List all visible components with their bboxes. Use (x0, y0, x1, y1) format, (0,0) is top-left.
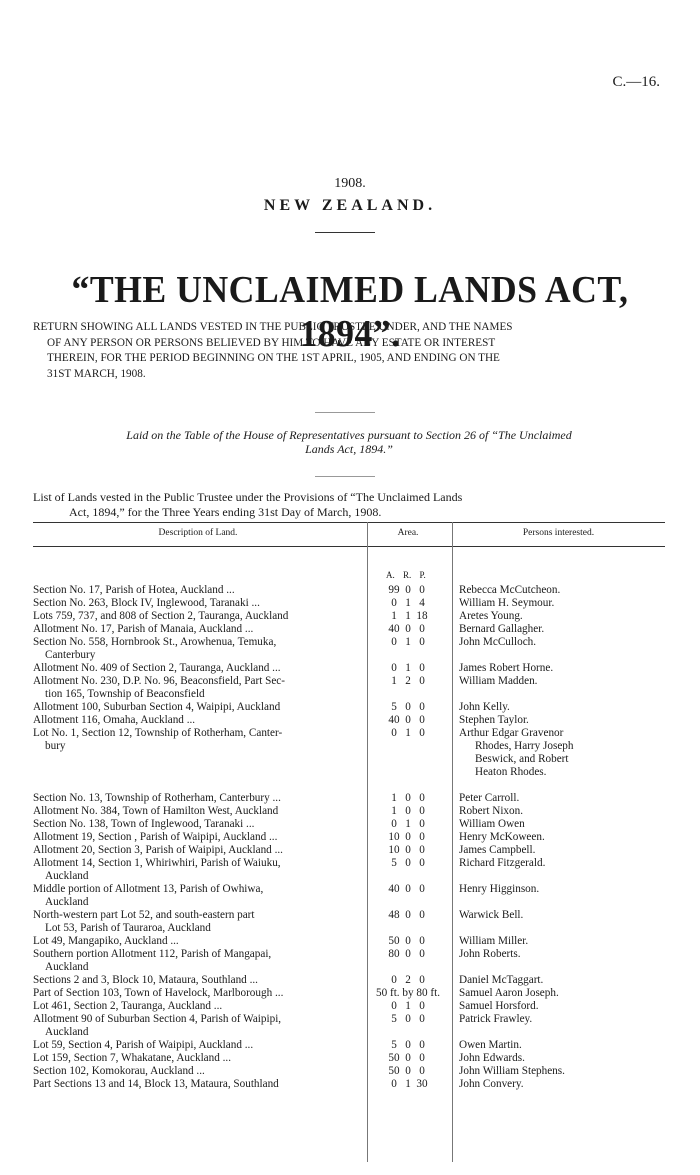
area-value: 0 (419, 1013, 425, 1025)
persons-interested (459, 1013, 664, 1026)
description-line: Lot 461, Section 2, Tauranga, Auckland ... (33, 1000, 223, 1012)
area-value: 10 (388, 831, 400, 843)
area-value: 1 (391, 675, 397, 687)
area-value: 0 (419, 818, 425, 830)
person-line: John William Stephens. (459, 1065, 565, 1077)
description-line: Allotment 19, Section , Parish of Waipipi, Auckland ... (33, 831, 278, 843)
land-area (368, 909, 448, 922)
divider (315, 412, 375, 413)
description-line: tion 165, Township of Beaconsfield (45, 688, 205, 700)
person-line: John Edwards. (459, 1052, 525, 1064)
area-value: 0 (405, 857, 411, 869)
persons-interested (459, 974, 664, 987)
land-description (33, 1052, 363, 1065)
area-value: 0 (419, 792, 425, 804)
description-line: Lot 159, Section 7, Whakatane, Auckland ... (33, 1052, 232, 1064)
land-area (368, 948, 448, 961)
land-area (368, 857, 448, 870)
person-line: Arthur Edgar Gravenor (459, 727, 564, 739)
land-area (368, 1052, 448, 1065)
land-description (33, 935, 363, 948)
description-line: Allotment No. 384, Town of Hamilton West, Auckland (33, 805, 279, 817)
persons-interested (459, 623, 664, 636)
land-description (33, 883, 363, 909)
description-line: Part Sections 13 and 14, Block 13, Mataura, Southland (33, 1078, 279, 1090)
land-description (33, 1013, 363, 1039)
person-line: John Roberts. (459, 948, 521, 960)
person-line: Owen Martin. (459, 1039, 522, 1051)
land-description (33, 805, 363, 818)
area-value: 0 (391, 1000, 397, 1012)
area-value: 1 (405, 597, 411, 609)
area-value: 0 (405, 701, 411, 713)
area-value: 0 (419, 883, 425, 895)
land-area (368, 675, 448, 688)
area-value: 0 (405, 844, 411, 856)
person-line: Rhodes, Harry Joseph (475, 740, 574, 752)
persons-interested (459, 935, 664, 948)
area-value: 0 (405, 714, 411, 726)
area-value: 0 (405, 909, 411, 921)
header-area: Area. (397, 528, 419, 538)
area-value: 50 (388, 1052, 400, 1064)
person-line: Samuel Horsford. (459, 1000, 539, 1012)
area-value: 0 (419, 701, 425, 713)
area-value: 0 (405, 935, 411, 947)
description-line: Middle portion of Allotment 13, Parish of Owhiwa, (33, 883, 264, 895)
laid-line: Laid on the Table of the House of Representatives pursuant to Section 26 of “The Unclaimed (126, 428, 572, 442)
area-value: 1 (391, 792, 397, 804)
person-line: Samuel Aaron Joseph. (459, 987, 559, 999)
return-line: THEREIN, FOR THE PERIOD BEGINNING ON THE 1ST APRIL, 1905, AND ENDING ON THE (47, 352, 500, 364)
land-area (368, 987, 448, 1000)
area-value: 99 (388, 584, 400, 596)
area-value: 0 (405, 1013, 411, 1025)
area-value: 2 (405, 675, 411, 687)
area-value: 10 (388, 844, 400, 856)
description-line: Sections 2 and 3, Block 10, Mataura, Southland ... (33, 974, 258, 986)
description-line: Lot 53, Parish of Tauraroa, Auckland (45, 922, 211, 934)
land-area (368, 610, 448, 623)
land-area (368, 1039, 448, 1052)
laid-on-table-note (33, 428, 665, 456)
header-description: Description of Land. (158, 528, 238, 538)
land-area (368, 584, 448, 597)
area-value: 0 (419, 1052, 425, 1064)
land-description (33, 610, 363, 623)
persons-interested (459, 610, 664, 623)
description-line: Lots 759, 737, and 808 of Section 2, Tauranga, Auckland (33, 610, 289, 622)
description-line: Section No. 17, Parish of Hotea, Auckland ... (33, 584, 235, 596)
area-value: 1 (391, 805, 397, 817)
area-value: 40 (388, 883, 400, 895)
persons-interested (459, 727, 664, 779)
description-line: Lot 49, Mangapiko, Auckland ... (33, 935, 179, 947)
persons-interested (459, 1052, 664, 1065)
area-value: 1 (405, 1078, 411, 1090)
area-value: 0 (419, 857, 425, 869)
person-line: James Robert Horne. (459, 662, 554, 674)
area-value: 0 (419, 805, 425, 817)
area-value: 80 (388, 948, 400, 960)
person-line: Peter Carroll. (459, 792, 520, 804)
description-line: North-western part Lot 52, and south-eastern part (33, 909, 255, 921)
description-line: bury (45, 740, 66, 752)
description-line: Allotment No. 17, Parish of Manaia, Auckland ... (33, 623, 254, 635)
area-value: 0 (419, 844, 425, 856)
area-value: 5 (391, 857, 397, 869)
land-description (33, 1039, 363, 1052)
area-value: 0 (391, 636, 397, 648)
description-line: Lot No. 1, Section 12, Township of Rotherham, Canter- (33, 727, 283, 739)
persons-interested (459, 675, 664, 688)
area-value: 30 (416, 1078, 428, 1090)
header-persons: Persons interested. (522, 528, 595, 538)
land-area (368, 623, 448, 636)
persons-interested (459, 948, 664, 961)
area-value: 1 (391, 610, 397, 622)
area-value: 40 (388, 623, 400, 635)
area-value: 0 (405, 1039, 411, 1051)
area-value: 0 (419, 727, 425, 739)
land-description (33, 1065, 363, 1078)
person-line: Henry McKoween. (459, 831, 545, 843)
land-area (368, 662, 448, 675)
persons-interested (459, 792, 664, 805)
area-value: 0 (419, 948, 425, 960)
person-line: Daniel McTaggart. (459, 974, 544, 986)
land-description (33, 584, 363, 597)
area-value: 0 (419, 636, 425, 648)
persons-interested (459, 805, 664, 818)
area-value: 1 (405, 818, 411, 830)
land-description (33, 662, 363, 675)
area-value: 0 (391, 597, 397, 609)
act-title: “THE UNCLAIMED LANDS ACT, 1894”. (71, 269, 629, 355)
area-value: 4 (419, 597, 425, 609)
area-value: 0 (391, 662, 397, 674)
persons-interested (459, 597, 664, 610)
person-line: Beswick, and Robert (475, 753, 569, 765)
description-line: Allotment 100, Suburban Section 4, Waipipi, Auckland (33, 701, 281, 713)
person-line: Aretes Young. (459, 610, 523, 622)
land-area (368, 844, 448, 857)
land-description (33, 948, 363, 974)
person-line: Richard Fitzgerald. (459, 857, 546, 869)
land-area (368, 974, 448, 987)
area-value: 0 (419, 974, 425, 986)
person-line: William Madden. (459, 675, 538, 687)
land-area (368, 1000, 448, 1013)
list-intro-line: List of Lands vested in the Public Trustee under the Provisions of “The Unclaimed Lands (33, 490, 463, 504)
area-value: 0 (391, 818, 397, 830)
description-line: Allotment 116, Omaha, Auckland ... (33, 714, 196, 726)
area-value: 40 (388, 714, 400, 726)
area-value: 50 ft. by 80 ft. (375, 987, 440, 999)
persons-interested (459, 857, 664, 870)
divider (315, 232, 375, 233)
land-description (33, 714, 363, 727)
persons-interested (459, 714, 664, 727)
table-top-rule (33, 522, 665, 523)
land-description (33, 727, 363, 753)
persons-interested (459, 662, 664, 675)
page-reference: C.—16. (612, 74, 660, 90)
description-line: Auckland (45, 1026, 89, 1038)
persons-interested (459, 831, 664, 844)
area-value: 1 (405, 1000, 411, 1012)
person-line: Robert Nixon. (459, 805, 524, 817)
laid-line: Lands Act, 1894.” (305, 442, 393, 456)
person-line: John McCulloch. (459, 636, 537, 648)
list-intro-line: Act, 1894,” for the Three Years ending 31st Day of March, 1908. (69, 504, 382, 519)
area-value: 0 (405, 792, 411, 804)
land-description (33, 909, 363, 935)
area-value: 1 (405, 636, 411, 648)
area-value: 50 (388, 1065, 400, 1077)
description-line: Section No. 558, Hornbrook St., Arowhenua, Temuka, (33, 636, 277, 648)
description-line: Southern portion Allotment 112, Parish of Mangapai, (33, 948, 272, 960)
person-line: Henry Higginson. (459, 883, 540, 895)
land-description (33, 974, 363, 987)
table-header-rule (33, 546, 665, 547)
area-value: 0 (405, 1052, 411, 1064)
land-description (33, 818, 363, 831)
area-value: 0 (405, 883, 411, 895)
return-line: RETURN SHOWING ALL LANDS VESTED IN THE PUBLIC TRUSTEE UNDER, AND THE NAMES (33, 321, 513, 333)
description-line: Auckland (45, 870, 89, 882)
land-area (368, 1065, 448, 1078)
land-description (33, 792, 363, 805)
area-value: 0 (419, 675, 425, 687)
area-value: 1 (405, 610, 411, 622)
land-area (368, 831, 448, 844)
return-line: 31ST MARCH, 1908. (47, 367, 146, 380)
description-line: Allotment 90 of Suburban Section 4, Parish of Waipipi, (33, 1013, 282, 1025)
persons-interested (459, 1039, 664, 1052)
document-year: 1908. (334, 176, 366, 191)
area-value: 0 (405, 623, 411, 635)
land-area (368, 818, 448, 831)
person-line: John Kelly. (459, 701, 510, 713)
description-line: Auckland (45, 896, 89, 908)
area-value: 5 (391, 1039, 397, 1051)
person-line: William Owen (459, 818, 525, 830)
land-description (33, 844, 363, 857)
area-value: 0 (419, 909, 425, 921)
list-introduction (33, 490, 665, 519)
persons-interested (459, 636, 664, 649)
area-value: 2 (405, 974, 411, 986)
persons-interested (459, 844, 664, 857)
person-line: John Convery. (459, 1078, 524, 1090)
land-area (368, 636, 448, 649)
land-description (33, 857, 363, 883)
persons-interested (459, 1065, 664, 1078)
land-area (368, 1078, 448, 1091)
persons-interested (459, 1078, 664, 1091)
land-area (368, 727, 448, 740)
land-area (368, 792, 448, 805)
description-line: Section No. 138, Town of Inglewood, Taranaki ... (33, 818, 255, 830)
land-area (368, 701, 448, 714)
land-description (33, 831, 363, 844)
persons-interested (459, 818, 664, 831)
person-line: Patrick Frawley. (459, 1013, 533, 1025)
area-value: 0 (419, 623, 425, 635)
return-line: OF ANY PERSON OR PERSONS BELIEVED BY HIM TO HAVE ANY ESTATE OR INTEREST (47, 336, 496, 349)
land-area (368, 714, 448, 727)
land-description (33, 1000, 363, 1013)
area-value: 0 (405, 1065, 411, 1077)
description-line: Allotment No. 409 of Section 2, Tauranga, Auckland ... (33, 662, 281, 674)
area-value: 0 (405, 948, 411, 960)
area-value: 48 (388, 909, 400, 921)
area-value: 0 (391, 727, 397, 739)
description-line: Allotment 20, Section 3, Parish of Waipipi, Auckland ... (33, 844, 283, 856)
person-line: Stephen Taylor. (459, 714, 529, 726)
area-value: 0 (419, 584, 425, 596)
land-description (33, 623, 363, 636)
person-line: Bernard Gallagher. (459, 623, 545, 635)
area-value: 1 (405, 727, 411, 739)
land-area (368, 883, 448, 896)
area-value: 0 (419, 714, 425, 726)
persons-interested (459, 909, 664, 922)
land-area (368, 935, 448, 948)
area-value: 1 (405, 662, 411, 674)
description-line: Allotment No. 230, D.P. No. 96, Beaconsfield, Part Sec- (33, 675, 285, 687)
area-value: 0 (419, 831, 425, 843)
description-line: Lot 59, Section 4, Parish of Waipipi, Auckland ... (33, 1039, 254, 1051)
land-description (33, 701, 363, 714)
area-units: A. R. P. (386, 570, 426, 580)
land-area (368, 1013, 448, 1026)
persons-interested (459, 1000, 664, 1013)
area-value: 0 (405, 805, 411, 817)
column-divider (452, 522, 453, 1162)
country-heading: NEW ZEALAND. (263, 197, 437, 214)
area-value: 0 (419, 1000, 425, 1012)
area-value: 0 (405, 831, 411, 843)
area-value: 0 (419, 935, 425, 947)
area-value: 5 (391, 701, 397, 713)
description-line: Part of Section 103, Town of Havelock, Marlborough ... (33, 987, 284, 999)
description-line: Canterbury (45, 649, 96, 661)
land-description (33, 1078, 363, 1091)
persons-interested (459, 584, 664, 597)
persons-interested (459, 883, 664, 896)
persons-interested (459, 701, 664, 714)
land-area (368, 805, 448, 818)
person-line: James Campbell. (459, 844, 536, 856)
person-line: William Miller. (459, 935, 529, 947)
area-value: 0 (391, 1078, 397, 1090)
land-description (33, 597, 363, 610)
area-value: 0 (419, 662, 425, 674)
persons-interested (459, 987, 664, 1000)
divider (315, 476, 375, 477)
area-value: 0 (419, 1039, 425, 1051)
land-description (33, 987, 363, 1000)
area-value: 18 (416, 610, 428, 622)
description-line: Section No. 263, Block IV, Inglewood, Taranaki ... (33, 597, 260, 609)
description-line: Section No. 13, Township of Rotherham, Canterbury ... (33, 792, 281, 804)
area-value: 0 (405, 584, 411, 596)
description-line: Auckland (45, 961, 89, 973)
area-value: 0 (391, 974, 397, 986)
area-value: 5 (391, 1013, 397, 1025)
description-line: Allotment 14, Section 1, Whiriwhiri, Parish of Waiuku, (33, 857, 281, 869)
person-line: Heaton Rhodes. (475, 766, 547, 778)
area-value: 50 (388, 935, 400, 947)
description-line: Section 102, Komokorau, Auckland ... (33, 1065, 205, 1077)
land-area (368, 597, 448, 610)
person-line: Warwick Bell. (459, 909, 524, 921)
land-description (33, 675, 363, 701)
area-value: 0 (419, 1065, 425, 1077)
person-line: William H. Seymour. (459, 597, 555, 609)
land-description (33, 636, 363, 662)
return-description (33, 320, 665, 382)
person-line: Rebecca McCutcheon. (459, 584, 561, 596)
